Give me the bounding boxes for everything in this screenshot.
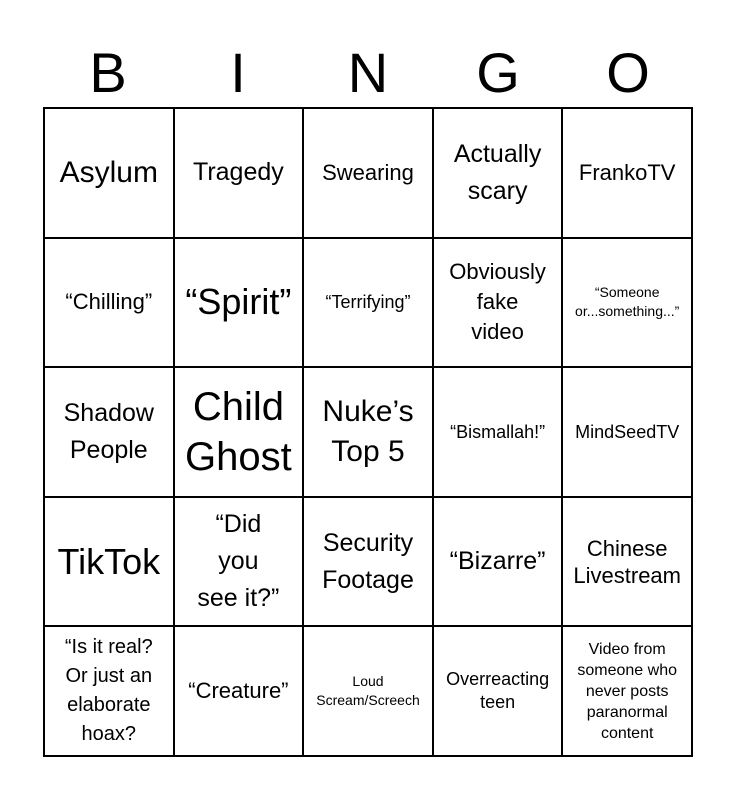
bingo-cell-r4c1[interactable] (45, 498, 175, 628)
cell-label: Loud Scream/Screech (316, 673, 420, 709)
cell-label: MindSeedTV (575, 421, 680, 442)
bingo-cell-r2c1[interactable] (45, 239, 175, 369)
bingo-cell-r3c5[interactable] (563, 368, 693, 498)
bingo-cell-r2c2[interactable] (175, 239, 305, 369)
cell-label: Chinese Livestream (573, 535, 681, 588)
cell-label: TikTok (57, 540, 161, 582)
cell-label: “Terrifying” (325, 292, 411, 313)
header-letter-b: B (89, 41, 127, 104)
bingo-cell-r5c5[interactable] (563, 627, 693, 757)
cell-label: “Spirit” (185, 281, 292, 323)
bingo-cell-r5c3[interactable] (304, 627, 434, 757)
header-letter-i: I (230, 41, 246, 104)
cell-label: Overreacting teen (446, 669, 550, 713)
cell-label: Tragedy (192, 158, 284, 187)
bingo-cell-r5c1[interactable] (45, 627, 175, 757)
bingo-cell-r1c5[interactable] (563, 109, 693, 239)
bingo-cell-r4c5[interactable] (563, 498, 693, 628)
cell-label: Video from someone who never posts paranormal content (577, 640, 677, 742)
header-letter-o: O (606, 41, 650, 104)
header-letter-g: G (476, 41, 520, 104)
bingo-cell-r5c2[interactable] (175, 627, 305, 757)
cell-label: Actually scary (453, 139, 542, 205)
cell-label: “Bismallah!” (450, 421, 546, 442)
bingo-cell-r4c4[interactable] (434, 498, 564, 628)
bingo-cell-r1c3[interactable] (304, 109, 434, 239)
cell-label: “Did you see it?” (197, 510, 280, 613)
bingo-cell-r1c2[interactable] (175, 109, 305, 239)
bingo-cell-r4c2[interactable] (175, 498, 305, 628)
bingo-cell-r3c1[interactable] (45, 368, 175, 498)
cell-label: “Bizarre” (449, 547, 546, 576)
bingo-cell-r1c1[interactable] (45, 109, 175, 239)
bingo-cell-r3c3[interactable] (304, 368, 434, 498)
bingo-grid (43, 107, 693, 757)
cell-label: Child Ghost (185, 384, 292, 479)
cell-label: “Chilling” (65, 289, 153, 315)
bingo-header (43, 40, 693, 106)
bingo-cell-r4c3[interactable] (304, 498, 434, 628)
bingo-cell-r1c4[interactable] (434, 109, 564, 239)
header-letter-n: N (347, 41, 389, 104)
cell-label: “Someone or...something...” (575, 284, 680, 320)
bingo-cell-r5c4[interactable] (434, 627, 564, 757)
cell-label: FrankoTV (578, 159, 676, 185)
cell-label: Security Footage (322, 528, 414, 594)
bingo-cell-r3c2[interactable] (175, 368, 305, 498)
bingo-cell-r2c4[interactable] (434, 239, 564, 369)
cell-label: “Is it real? Or just an elaborate hoax? (64, 636, 153, 746)
cell-label: Asylum (59, 155, 158, 189)
bingo-cell-r2c3[interactable] (304, 239, 434, 369)
cell-label: Nuke’s Top 5 (322, 394, 414, 468)
cell-label: “Creature” (188, 678, 289, 704)
cell-label: Swearing (322, 159, 414, 185)
cell-label: Shadow People (63, 398, 154, 464)
cell-label: Obviously fake video (449, 259, 546, 345)
bingo-cell-r2c5[interactable] (563, 239, 693, 369)
bingo-cell-r3c4[interactable] (434, 368, 564, 498)
